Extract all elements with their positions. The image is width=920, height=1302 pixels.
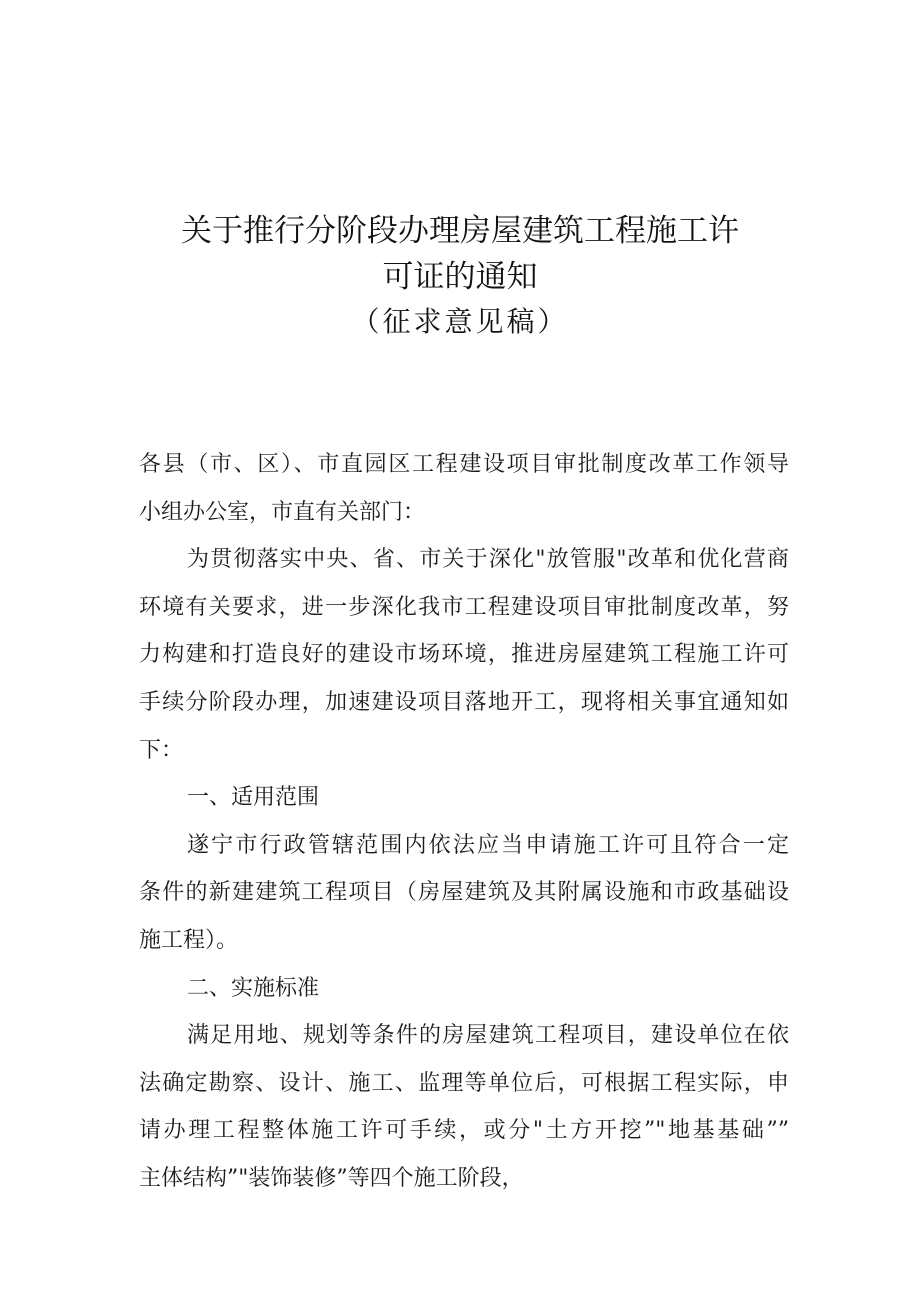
- title-block: [0, 208, 920, 344]
- paragraph-standards-line-3: 请办理工程整体施工许可手续，或分"土方开挖”"地基基础””: [139, 1118, 789, 1144]
- document-title-line-2: 可证的通知: [382, 259, 538, 295]
- paragraph-scope-line-3: 施工程）。: [139, 927, 239, 953]
- paragraph-intro-line-4: 手续分阶段办理，加速建设项目落地开工，现将相关事宜通知如: [139, 689, 789, 715]
- document-title-line-1: 关于推行分阶段办理房屋建筑工程施工许: [181, 213, 739, 249]
- paragraph-scope-line-2: 条件的新建建筑工程项目（房屋建筑及其附属设施和市政基础设: [139, 880, 789, 906]
- paragraph-intro-line-2: 环境有关要求，进一步深化我市工程建设项目审批制度改革，努: [139, 594, 789, 620]
- paragraph-standards-line-4: 主体结构”"装饰装修”等四个施工阶段，: [139, 1165, 524, 1191]
- paragraph-intro-line-3: 力构建和打造良好的建设市场环境，推进房屋建筑工程施工许可: [139, 642, 789, 668]
- section-heading-standards: 二、实施标准: [187, 975, 320, 1001]
- section-heading-scope: 一、适用范围: [187, 785, 320, 811]
- paragraph-standards-line-2: 法确定勘察、设计、施工、监理等单位后，可根据工程实际，申: [139, 1070, 789, 1096]
- paragraph-intro-line-5: 下：: [139, 737, 184, 763]
- paragraph-standards-line-1: 满足用地、规划等条件的房屋建筑工程项目，建设单位在依: [187, 1023, 789, 1049]
- paragraph-intro-line-1: 为贯彻落实中央、省、市关于深化"放管服"改革和优化营商: [187, 547, 789, 573]
- addressee-line-1: 各县（市、区）、市直园区工程建设项目审批制度改革工作领导: [139, 452, 789, 477]
- addressee-line-2: 小组办公室，市直有关部门：: [139, 499, 426, 525]
- document-subtitle: （征求意见稿）: [351, 305, 569, 338]
- paragraph-scope-line-1: 遂宁市行政管辖范围内依法应当申请施工许可且符合一定: [187, 832, 789, 858]
- document-body: [139, 441, 789, 1203]
